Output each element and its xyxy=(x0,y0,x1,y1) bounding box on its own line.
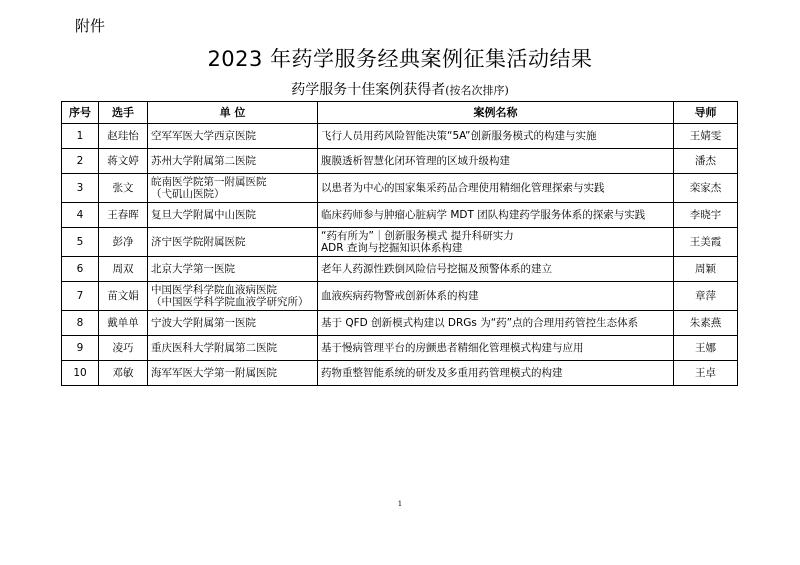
unit-line: 苏州大学附属第二医院 xyxy=(151,155,256,167)
header-case: 案例名称 xyxy=(318,102,674,124)
table-header-row xyxy=(62,102,738,124)
case-line: 飞行人员用药风险智能决策“5A”创新服务模式的构建与实施 xyxy=(321,130,597,142)
mentor-cell: 王婧雯 xyxy=(674,124,738,149)
case-line: 基于 QFD 创新模式构建以 DRGs 为“药”点的合理用药管控生态体系 xyxy=(321,317,639,329)
case-name-cell xyxy=(318,336,674,361)
contestant-name-cell: 戴单单 xyxy=(99,311,148,336)
unit-line: 中国医学科学院血液病医院 xyxy=(151,284,277,296)
unit-line: 重庆医科大学附属第二医院 xyxy=(151,342,277,354)
mentor-cell: 栾家杰 xyxy=(674,174,738,203)
row-number-cell: 10 xyxy=(62,361,99,386)
contestant-name-cell: 凌巧 xyxy=(99,336,148,361)
unit-cell xyxy=(148,257,318,282)
table-row xyxy=(62,124,738,149)
mentor-cell: 周颖 xyxy=(674,257,738,282)
contestant-name-cell: 彭净 xyxy=(99,228,148,257)
unit-cell xyxy=(148,149,318,174)
contestant-name-cell: 周双 xyxy=(99,257,148,282)
case-line: 腹膜透析智慧化闭环管理的区域升级构建 xyxy=(321,155,510,167)
mentor-cell: 王娜 xyxy=(674,336,738,361)
unit-cell xyxy=(148,203,318,228)
unit-line: （中国医学科学院血液学研究所） xyxy=(151,296,309,308)
unit-line: 海军军医大学第一附属医院 xyxy=(151,367,277,379)
row-number-cell: 2 xyxy=(62,149,99,174)
row-number-cell: 8 xyxy=(62,311,99,336)
case-name-cell xyxy=(318,174,674,203)
table-row xyxy=(62,282,738,311)
contestant-name-cell: 邓敏 xyxy=(99,361,148,386)
unit-cell xyxy=(148,361,318,386)
contestant-name-cell: 赵珪怡 xyxy=(99,124,148,149)
case-name-cell xyxy=(318,282,674,311)
case-name-cell xyxy=(318,311,674,336)
unit-cell xyxy=(148,228,318,257)
table-row xyxy=(62,361,738,386)
case-name-cell xyxy=(318,228,674,257)
case-line: 基于慢病管理平台的房颤患者精细化管理模式构建与应用 xyxy=(321,342,584,354)
unit-line: （弋矶山医院） xyxy=(151,188,225,200)
case-line: “药有所为”｜创新服务模式 提升科研实力 xyxy=(321,230,514,242)
unit-line: 空军军医大学西京医院 xyxy=(151,130,256,142)
row-number-cell: 5 xyxy=(62,228,99,257)
case-line: 药物重整智能系统的研发及多重用药管理模式的构建 xyxy=(321,367,563,379)
unit-cell xyxy=(148,282,318,311)
case-line: ADR 查询与挖掘知识体系构建 xyxy=(321,242,463,254)
case-name-cell xyxy=(318,203,674,228)
case-name-cell xyxy=(318,361,674,386)
page-subtitle xyxy=(0,79,800,99)
mentor-cell: 王美霞 xyxy=(674,228,738,257)
results-table xyxy=(61,101,738,386)
contestant-name-cell: 蒋文婷 xyxy=(99,149,148,174)
unit-cell xyxy=(148,124,318,149)
table-row xyxy=(62,149,738,174)
contestant-name-cell: 苗文娟 xyxy=(99,282,148,311)
unit-line: 复旦大学附属中山医院 xyxy=(151,209,256,221)
mentor-cell: 李晓宇 xyxy=(674,203,738,228)
case-name-cell xyxy=(318,149,674,174)
header-name: 选手 xyxy=(99,102,148,124)
case-line: 老年人药源性跌倒风险信号挖掘及预警体系的建立 xyxy=(321,263,552,275)
case-line: 临床药师参与肿瘤心脏病学 MDT 团队构建药学服务体系的探索与实践 xyxy=(321,209,646,221)
table-row xyxy=(62,257,738,282)
table-row xyxy=(62,203,738,228)
case-name-cell xyxy=(318,124,674,149)
mentor-cell: 章萍 xyxy=(674,282,738,311)
row-number-cell: 4 xyxy=(62,203,99,228)
row-number-cell: 3 xyxy=(62,174,99,203)
mentor-cell: 潘杰 xyxy=(674,149,738,174)
unit-line: 皖南医学院第一附属医院 xyxy=(151,176,267,188)
mentor-cell: 王卓 xyxy=(674,361,738,386)
subtitle-text: 药学服务十佳案例获得者 xyxy=(291,82,446,98)
unit-cell xyxy=(148,311,318,336)
header-no: 序号 xyxy=(62,102,99,124)
table-row xyxy=(62,228,738,257)
unit-cell xyxy=(148,336,318,361)
row-number-cell: 1 xyxy=(62,124,99,149)
table-row xyxy=(62,311,738,336)
row-number-cell: 9 xyxy=(62,336,99,361)
table-body xyxy=(62,124,738,386)
attachment-label: 附件 xyxy=(75,17,106,35)
unit-line: 济宁医学院附属医院 xyxy=(151,236,246,248)
row-number-cell: 7 xyxy=(62,282,99,311)
subtitle-note: (按名次排序) xyxy=(445,84,509,97)
header-unit: 单 位 xyxy=(148,102,318,124)
contestant-name-cell: 张文 xyxy=(99,174,148,203)
mentor-cell: 朱素燕 xyxy=(674,311,738,336)
case-line: 血液疾病药物警戒创新体系的构建 xyxy=(321,290,479,302)
table-row xyxy=(62,336,738,361)
unit-line: 宁波大学附属第一医院 xyxy=(151,317,256,329)
unit-line: 北京大学第一医院 xyxy=(151,263,235,275)
page-number: 1 xyxy=(397,500,403,508)
contestant-name-cell: 王春晖 xyxy=(99,203,148,228)
unit-cell xyxy=(148,174,318,203)
table-row xyxy=(62,174,738,203)
case-line: 以患者为中心的国家集采药品合理使用精细化管理探索与实践 xyxy=(321,182,605,194)
row-number-cell: 6 xyxy=(62,257,99,282)
case-name-cell xyxy=(318,257,674,282)
page-title: 2023 年药学服务经典案例征集活动结果 xyxy=(207,47,593,71)
header-mentor: 导师 xyxy=(674,102,738,124)
